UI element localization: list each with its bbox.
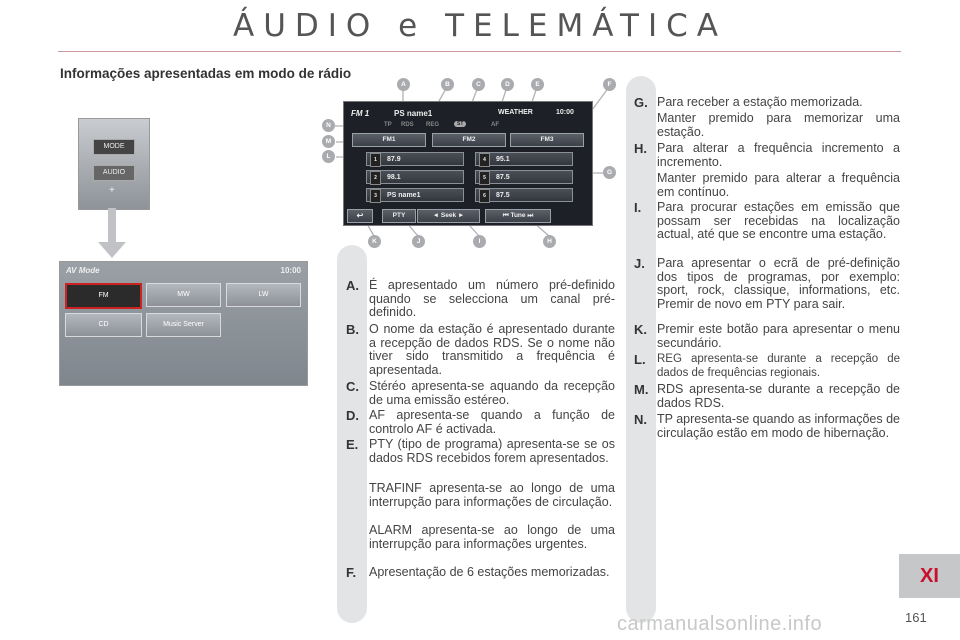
watermark: carmanualsonline.info xyxy=(617,613,823,635)
callout-l: L xyxy=(322,150,335,163)
preset-number: 5 xyxy=(479,171,490,185)
callout-a: A xyxy=(397,78,410,91)
item-letter: M. xyxy=(634,382,649,397)
callout-j: J xyxy=(412,235,425,248)
item-h xyxy=(634,142,900,169)
item-m xyxy=(634,383,900,410)
tp-indicator: TP xyxy=(384,122,392,128)
station-name: PS name1 xyxy=(394,109,433,118)
item-text: ALARM apresenta-se ao longo de uma interrupção para informações urgentes. xyxy=(369,523,615,551)
callout-k: K xyxy=(368,235,381,248)
item-text: O nome da estação é apresentado durante a recepção de dados RDS. Se o nome não tiver sido transmitido a frequência é apresentada. xyxy=(369,322,615,377)
fm2-button[interactable]: FM2 xyxy=(432,133,506,147)
item-e xyxy=(346,438,615,465)
preset-number: 2 xyxy=(370,171,381,185)
preset-value: 95.1 xyxy=(496,156,510,163)
av-music-server-button[interactable]: Music Server xyxy=(146,313,221,337)
callout-f: F xyxy=(603,78,616,91)
chapter-tab: XI xyxy=(899,554,960,598)
callout-i: I xyxy=(473,235,486,248)
preset-6[interactable] xyxy=(475,188,573,202)
item-f xyxy=(346,566,615,580)
item-c xyxy=(346,380,615,407)
item-g xyxy=(634,96,900,110)
av-fm-button[interactable]: FM xyxy=(65,283,142,309)
item-l xyxy=(634,353,900,380)
av-lw-button[interactable]: LW xyxy=(226,283,301,307)
submenu-button[interactable] xyxy=(347,209,373,223)
callout-n: N xyxy=(322,119,335,132)
item-k xyxy=(634,323,900,350)
back-arrow-icon: ↩ xyxy=(356,211,364,220)
item-h-hold xyxy=(634,172,900,199)
callout-h: H xyxy=(543,235,556,248)
audio-button: AUDIO xyxy=(93,165,135,181)
callout-b: B xyxy=(441,78,454,91)
item-trafinf xyxy=(346,482,615,509)
item-i xyxy=(634,201,900,242)
item-letter: K. xyxy=(634,322,647,337)
callout-g: G xyxy=(603,166,616,179)
rds-indicator: RDS xyxy=(401,122,414,128)
item-text: Para procurar estações em emissão que possam ser recebidas na localização actual, até que se encontre uma estação. xyxy=(657,200,900,241)
item-b xyxy=(346,323,615,377)
preset-number: 3 xyxy=(370,189,381,203)
stereo-indicator: ST xyxy=(454,121,466,127)
page-number: 161 xyxy=(905,610,927,625)
item-g-hold xyxy=(634,112,900,139)
item-text: Premir este botão para apresentar o menu secundário. xyxy=(657,322,900,350)
preset-3[interactable] xyxy=(366,188,464,202)
item-text: Apresentação de 6 estações memorizadas. xyxy=(369,565,610,579)
item-d xyxy=(346,409,615,436)
item-letter: C. xyxy=(346,379,359,394)
item-text: TP apresenta-se quando as informações de circulação estão em modo de hibernação. xyxy=(657,412,900,440)
item-text: RDS apresenta-se durante a recepção de dados RDS. xyxy=(657,382,900,410)
item-letter: D. xyxy=(346,408,359,423)
item-alarm xyxy=(346,524,615,551)
reg-indicator: REG xyxy=(426,122,440,128)
weather-label: WEATHER xyxy=(498,109,533,116)
item-text: PTY (tipo de programa) apresenta-se se os dados RDS recebidos forem apresentados. xyxy=(369,437,615,465)
pty-button[interactable]: PTY xyxy=(382,209,416,223)
item-text: AF apresenta-se quando a função de controlo AF é activada. xyxy=(369,408,615,436)
callout-d: D xyxy=(501,78,514,91)
preset-4[interactable] xyxy=(475,152,573,166)
item-letter: N. xyxy=(634,412,647,427)
av-mw-button[interactable]: MW xyxy=(146,283,221,307)
tune-button[interactable]: ⏮ Tune ⏭ xyxy=(485,209,551,223)
preset-number: 1 xyxy=(370,153,381,167)
preset-value: 87.5 xyxy=(496,192,510,199)
av-mode-title: AV Mode xyxy=(66,266,100,275)
preset-value: 87.5 xyxy=(496,174,510,181)
item-text: Para receber a estação memorizada. xyxy=(657,95,863,109)
item-text: Para apresentar o ecrã de pré-definição dos tipos de programas, por exemplo: sport, rock, classique, informations, etc. Premir de novo em PTY para sair. xyxy=(657,256,900,311)
section-heading: Informações apresentadas em modo de rádio xyxy=(60,66,352,81)
af-indicator: AF xyxy=(491,122,499,128)
preset-value: 98.1 xyxy=(387,174,401,181)
item-a xyxy=(346,279,615,320)
plus-icon: + xyxy=(109,185,115,196)
preset-5[interactable] xyxy=(475,170,573,184)
item-letter: G. xyxy=(634,95,648,110)
item-letter: I. xyxy=(634,200,642,215)
band-label: FM 1 xyxy=(351,109,370,118)
item-letter: F. xyxy=(346,565,357,580)
item-text: Manter premido para memorizar uma estação. xyxy=(657,111,900,139)
item-letter: B. xyxy=(346,322,359,337)
preset-1[interactable] xyxy=(366,152,464,166)
radio-time: 10:00 xyxy=(556,109,574,116)
item-letter: A. xyxy=(346,278,359,293)
mode-button: MODE xyxy=(93,139,135,155)
fm3-button[interactable]: FM3 xyxy=(510,133,584,147)
av-cd-button[interactable]: CD xyxy=(65,313,142,337)
item-letter: H. xyxy=(634,141,647,156)
item-text: TRAFINF apresenta-se ao longo de uma interrupção para informações de circulação. xyxy=(369,481,615,509)
preset-number: 4 xyxy=(479,153,490,167)
item-letter: J. xyxy=(634,256,645,271)
callout-e: E xyxy=(531,78,544,91)
callout-m: M xyxy=(322,135,335,148)
item-text: É apresentado um número pré-definido quando se selecciona um canal pré-definido. xyxy=(369,278,615,319)
item-letter: L. xyxy=(634,352,646,367)
item-text: Para alterar a frequência incremento a incremento. xyxy=(657,141,900,169)
callout-c: C xyxy=(472,78,485,91)
page-title: ÁUDIO e TELEMÁTICA xyxy=(233,8,727,44)
preset-value: PS name1 xyxy=(387,192,421,199)
preset-2[interactable] xyxy=(366,170,464,184)
item-letter: E. xyxy=(346,437,359,452)
item-text: Stéréo apresenta-se aquando da recepção de uma emissão estéreo. xyxy=(369,379,615,407)
preset-value: 87.9 xyxy=(387,156,401,163)
preset-number: 6 xyxy=(479,189,490,203)
fm1-button[interactable]: FM1 xyxy=(352,133,426,147)
item-text: Manter premido para alterar a frequência em contínuo. xyxy=(657,171,900,199)
seek-button[interactable]: ◄ Seek ► xyxy=(417,209,480,223)
av-mode-time: 10:00 xyxy=(280,266,301,275)
item-n xyxy=(634,413,900,440)
radio-screen xyxy=(343,101,593,226)
item-j xyxy=(634,257,900,311)
item-text: REG apresenta-se durante a recepção de dados de frequências regionais. xyxy=(657,353,900,379)
